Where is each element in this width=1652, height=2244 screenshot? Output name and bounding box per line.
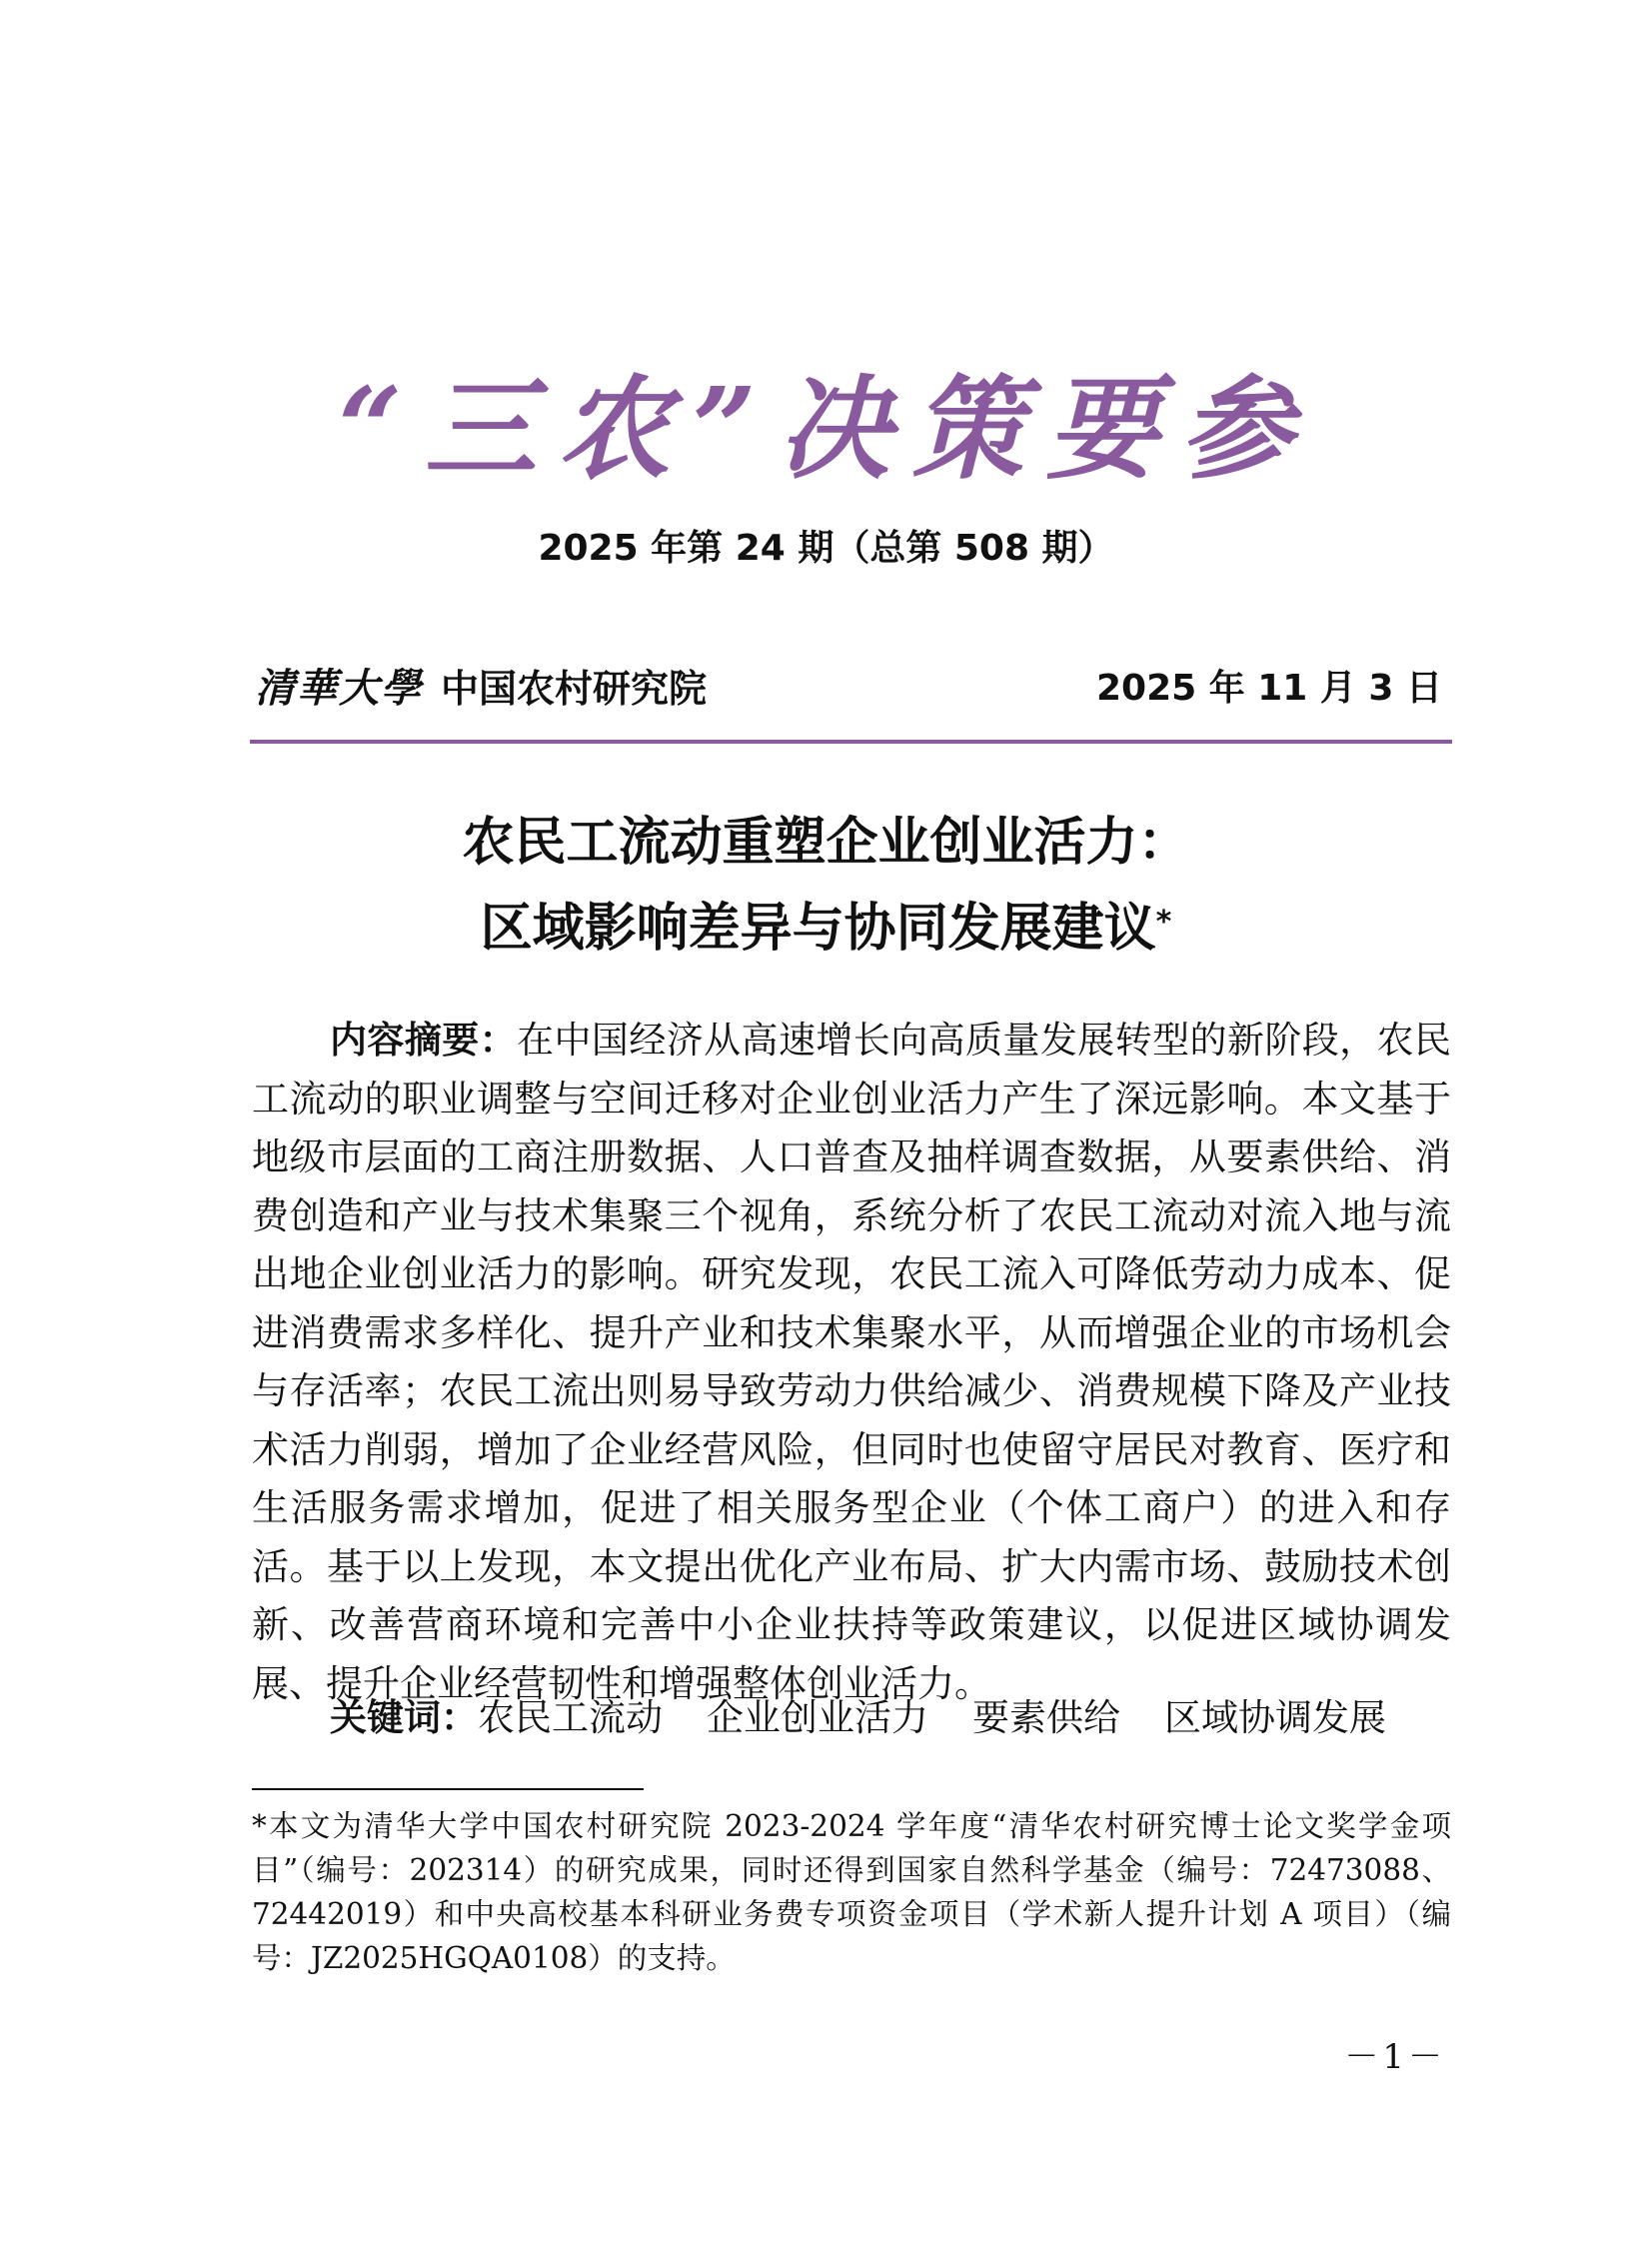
issue-number: 2025 年第 24 期（总第 508 期）	[538, 528, 1114, 569]
abstract-label: 内容摘要：	[330, 1019, 518, 1062]
keywords-line	[330, 1689, 1430, 1747]
publisher	[255, 657, 707, 714]
article-title-line-1: 农民工流动重塑企业创业活力：	[462, 813, 1190, 873]
keywords-label: 关键词：	[330, 1696, 478, 1739]
footnote-divider	[252, 1788, 644, 1790]
article-title-line-2	[0, 886, 1652, 972]
keyword-item: 农民工流动	[478, 1696, 663, 1739]
abstract-text: 在中国经济从高速增长向高质量发展转型的新阶段，农民工流动的职业调整与空间迁移对企业创业活力产生了深远影响。本文基于地级市层面的工商注册数据、人口普查及抽样调查数据，从要素供给、消费创造和产业与技术集聚三个视角，系统分析了农民工流动对流入地与流出地企业创业活力的影响。研究发现，农民工流入可降低劳动力成本、促进消费需求多样化、提升产业和技术集聚水平，从而增强企业的市场机会与存活率；农民工流出则易导致劳动力供给减少、消费规模下降及产业技术活力削弱，增加了企业经营风险，但同时也使留守居民对教育、医疗和生活服务需求增加，促进了相关服务型企业（个体工商户）的进入和存活。基于以上发现，本文提出优化产业布局、扩大内需市场、鼓励技术创新、改善营商环境和完善中小企业扶持等政策建议，以促进区域协调发展、提升企业经营韧性和增强整体创业活力。	[252, 1019, 1452, 1705]
article-title	[0, 800, 1652, 972]
header-divider	[250, 740, 1452, 744]
footnote: *本文为清华大学中国农村研究院 2023-2024 学年度“清华农村研究博士论文奖学金项目”（编号：202314）的研究成果，同时还得到国家自然科学基金（编号：72473088、72442019）和中央高校基本科研业务费专项资金项目（学术新人提升计划 A 项目）（编号：JZ2025HGQA0108）的支持。	[252, 1809, 1451, 1975]
keyword-item: 要素供给	[972, 1696, 1120, 1739]
keyword-item: 企业创业活力	[707, 1696, 928, 1739]
abstract-paragraph	[252, 1012, 1451, 1713]
keyword-item: 区域协调发展	[1164, 1696, 1386, 1739]
publication-date: 2025 年 11 月 3 日	[1095, 667, 1442, 709]
masthead-title: “三农”决策要参	[338, 364, 1314, 495]
footnote-marker[interactable]: *	[1155, 905, 1172, 940]
header-row	[255, 660, 1442, 710]
page-number: －1－	[1344, 2037, 1446, 2077]
university-logo: 清華大學	[255, 664, 423, 712]
institute-name: 中国农村研究院	[441, 666, 708, 711]
article-title-line-2-text: 区域影响差异与协同发展建议	[480, 899, 1156, 959]
